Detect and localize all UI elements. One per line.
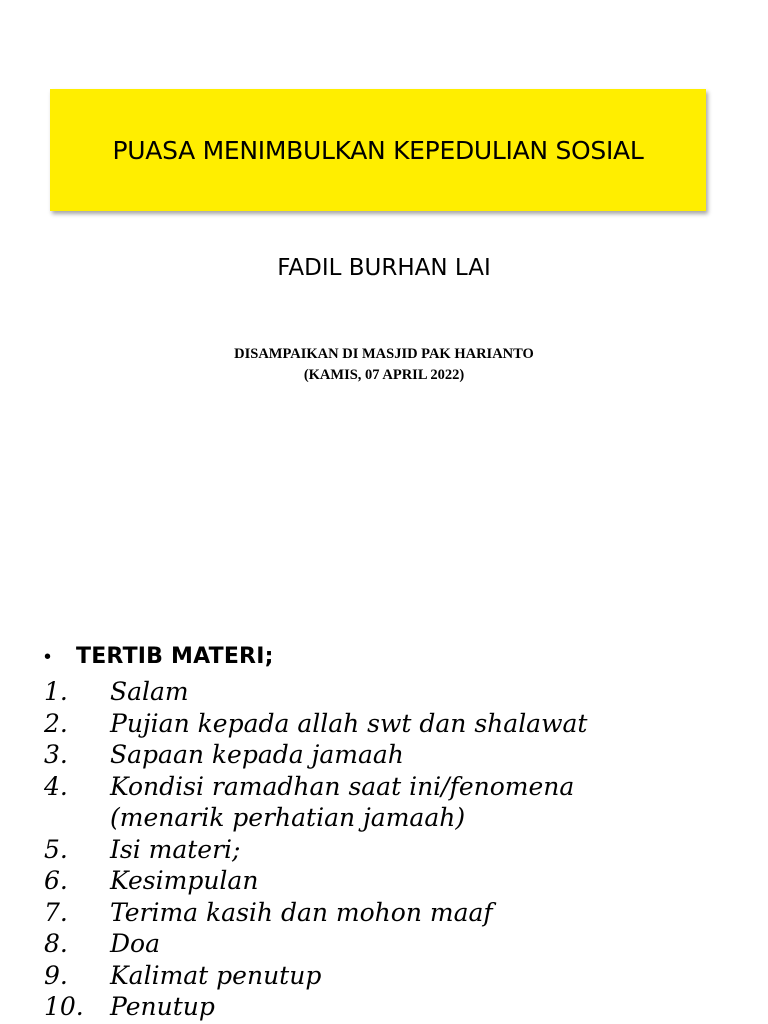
- item-text: Pujian kepada allah swt dan shalawat: [110, 708, 588, 738]
- item-text: Salam: [110, 677, 189, 706]
- item-number: 9.: [44, 960, 68, 990]
- list-item: [44, 897, 630, 929]
- agenda-heading: TERTIB MATERI;: [76, 644, 274, 669]
- item-text: Terima kasih dan mohon maaf: [110, 897, 493, 927]
- item-text: Kesimpulan: [110, 866, 259, 895]
- item-number: 1.: [44, 677, 68, 706]
- venue-info: [0, 344, 768, 386]
- item-number: 6.: [44, 866, 68, 895]
- list-item: [44, 708, 630, 740]
- item-number: 8.: [44, 929, 68, 958]
- list-item: [44, 739, 630, 771]
- list-item: [44, 676, 630, 708]
- list-item: [44, 865, 630, 897]
- item-number: 10.: [44, 992, 84, 1021]
- item-text: Kondisi ramadhan saat ini/fenomena (menarik perhatian jamaah): [110, 771, 575, 832]
- title-banner: [50, 89, 706, 211]
- venue-line: DISAMPAIKAN DI MASJID PAK HARIANTO: [234, 346, 534, 362]
- agenda-heading-row: [44, 644, 274, 669]
- item-number: 7.: [44, 897, 68, 927]
- author-name: FADIL BURHAN LAI: [277, 255, 491, 281]
- bullet-icon: •: [44, 646, 52, 668]
- item-number: 3.: [44, 740, 68, 769]
- item-text: Doa: [110, 929, 160, 958]
- item-number: 4.: [44, 771, 68, 801]
- item-text: Kalimat penutup: [110, 960, 322, 990]
- list-item: [44, 771, 630, 834]
- list-item: [44, 834, 630, 866]
- list-item: [44, 991, 630, 1023]
- list-item: [44, 928, 630, 960]
- item-text: Sapaan kepada jamaah: [110, 740, 404, 769]
- list-item: [44, 960, 630, 992]
- item-number: 5.: [44, 834, 68, 864]
- slide-title: PUASA MENIMBULKAN KEPEDULIAN SOSIAL: [112, 135, 644, 165]
- date-line: (KAMIS, 07 APRIL 2022): [303, 367, 465, 383]
- agenda-list: [44, 676, 630, 1023]
- item-text: Penutup: [110, 992, 215, 1021]
- item-number: 2.: [44, 708, 68, 738]
- item-text: Isi materi;: [110, 834, 241, 864]
